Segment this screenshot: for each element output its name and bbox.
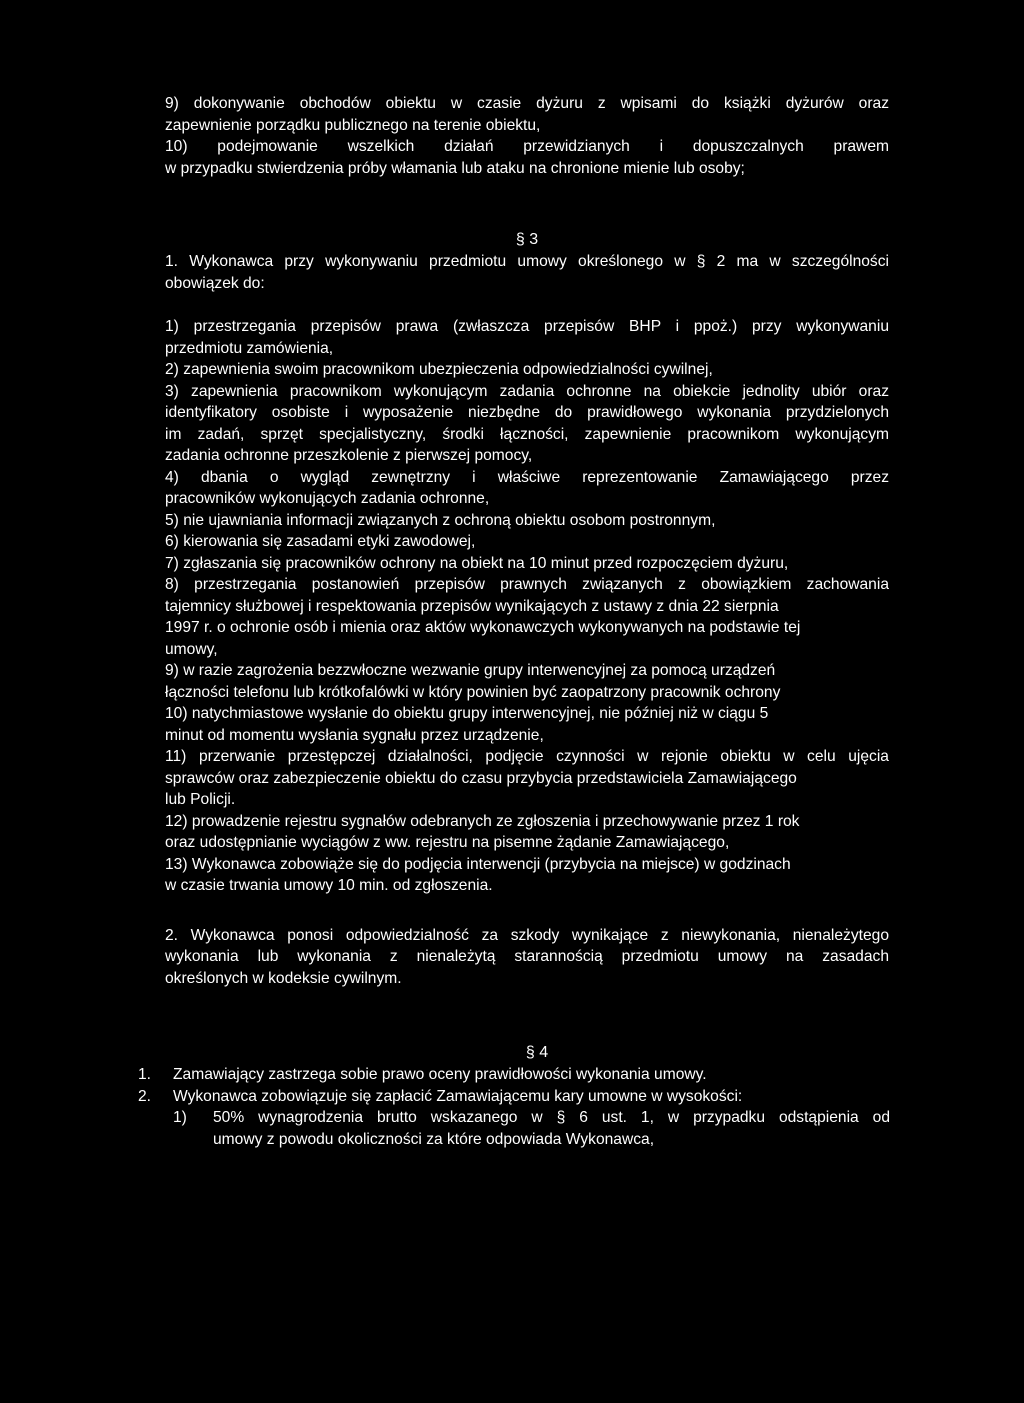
section-4-heading: § 4 — [525, 1044, 549, 1061]
text-line: określonych w kodeksie cywilnym. — [165, 969, 402, 987]
list-item: 7) zgłaszania się pracowników ochrony na obiekt na 10 minut przed rozpoczęciem dyżuru, — [165, 554, 789, 572]
list-item: 1) przestrzegania przepisów prawa (zwłaszcza przepisów BHP i ppoż.) przy wykonywaniu — [165, 318, 889, 335]
list-item: umowy, — [165, 640, 218, 658]
text-line: 2. Wykonawca ponosi odpowiedzialność za szkody wynikające z niewykonania, nienależytego — [165, 926, 889, 944]
sub-item-number: 1) — [173, 1109, 187, 1126]
list-item: 12) prowadzenie rejestru sygnałów odebranych ze zgłoszenia i przechowywanie przez 1 rok — [165, 812, 800, 830]
list-item: 6) kierowania się zasadami etyki zawodowej, — [165, 533, 476, 550]
spacer — [165, 179, 889, 229]
list-item — [138, 1064, 890, 1086]
list-item: 10) natychmiastowe wysłanie do obiektu grupy interwencyjnej, nie później niż w ciągu 5 — [165, 705, 769, 722]
item-text: Wykonawca zobowiązuje się zapłacić Zamawiającemu kary umowne w wysokości: — [173, 1087, 743, 1105]
list-item — [138, 1086, 890, 1108]
list-item: pracowników wykonujących zadania ochronne, — [165, 490, 490, 507]
text-line: wykonania lub wykonania z nienależytą starannością przedmiotu umowy na zasadach — [165, 948, 889, 965]
list-item: 1997 r. o ochronie osób i mienia oraz aktów wykonawczych wykonywanych na podstawie tej — [165, 619, 801, 636]
text-line: zapewnienie porządku publicznego na terenie obiektu, — [165, 116, 541, 134]
list-item: tajemnicy służbowej i respektowania przepisów wynikających z ustawy z dnia 22 sierpnia — [165, 597, 779, 615]
list-item: przedmiotu zamówienia, — [165, 339, 334, 357]
list-item: 5) nie ujawniania informacji związanych z ochroną obiektu osobom postronnym, — [165, 511, 716, 529]
spacer — [165, 989, 889, 1042]
spacer — [165, 897, 889, 925]
section-3-point-2 — [165, 925, 889, 990]
list-item: im zadań, sprzęt specjalistyczny, środki łączności, zapewnienie pracownikom wykonującym — [165, 425, 889, 443]
list-item: sprawców oraz zabezpieczenie obiektu do czasu przybycia przedstawiciela Zamawiającego — [165, 769, 797, 787]
list-item: minut od momentu wysłania sygnału przez urządzenie, — [165, 726, 544, 744]
list-item: 3) zapewnienia pracownikom wykonującym zadania ochronne na obiekcie jednolity ubiór oraz — [165, 382, 889, 400]
list-item: łączności telefonu lub krótkofalówki w który powinien być zaopatrzony pracownik ochrony — [165, 683, 781, 701]
item-number: 1. — [138, 1066, 152, 1083]
list-item: 2) zapewnienia swoim pracownikom ubezpieczenia odpowiedzialności cywilnej, — [165, 361, 713, 378]
sub-item-text: 50% wynagrodzenia brutto wskazanego w § 6 ust. 1, w przypadku odstąpienia od — [213, 1109, 890, 1126]
sub-list-item — [138, 1107, 890, 1129]
sub-item-continuation: umowy z powodu okoliczności za które odpowiada Wykonawca, — [213, 1130, 655, 1148]
spacer — [165, 294, 889, 316]
list-item: 4) dbania o wygląd zewnętrzny i właściwe reprezentowanie Zamawiającego przez — [165, 468, 889, 486]
list-item: lub Policji. — [165, 791, 236, 808]
text-line: obowiązek do: — [165, 274, 265, 292]
list-item: 8) przestrzegania postanowień przepisów prawnych związanych z obowiązkiem zachowania — [165, 576, 889, 593]
text-line: 9) dokonywanie obchodów obiektu w czasie dyżuru z wpisami do książki dyżurów oraz — [165, 95, 889, 112]
list-item: 13) Wykonawca zobowiąże się do podjęcia interwencji (przybycia na miejsce) w godzinach — [165, 855, 791, 873]
document-page — [138, 93, 890, 1150]
list-item: w czasie trwania umowy 10 min. od zgłoszenia. — [165, 877, 493, 894]
list-item: identyfikatory osobiste i wyposażenie niezbędne do prawidłowego wykonania przydzielonych — [165, 404, 889, 421]
top-continuation-block — [165, 93, 889, 179]
list-item: 11) przerwanie przestępczej działalności, podjęcie czynności w rejonie obiektu w celu ujęcia — [165, 748, 889, 765]
section-3-heading: § 3 — [515, 231, 539, 248]
section-3-obligations-list — [165, 316, 889, 897]
text-line: w przypadku stwierdzenia próby włamania lub ataku na chronione mienie lub osoby; — [165, 159, 745, 177]
list-item: oraz udostępnianie wyciągów z ww. rejestru na pisemne żądanie Zamawiającego, — [165, 834, 730, 851]
text-line: 1. Wykonawca przy wykonywaniu przedmiotu umowy określonego w § 2 ma w szczególności — [165, 253, 889, 270]
section-3-intro — [165, 251, 889, 294]
item-number: 2. — [138, 1087, 152, 1105]
list-item: 9) w razie zagrożenia bezzwłoczne wezwanie grupy interwencyjnej za pomocą urządzeń — [165, 662, 776, 679]
section-4-list — [138, 1064, 890, 1150]
item-text: Zamawiający zastrzega sobie prawo oceny prawidłowości wykonania umowy. — [173, 1066, 707, 1083]
text-line: 10) podejmowanie wszelkich działań przewidzianych i dopuszczalnych prawem — [165, 138, 889, 155]
list-item: zadania ochronne przeszkolenie z pierwszej pomocy, — [165, 447, 533, 464]
